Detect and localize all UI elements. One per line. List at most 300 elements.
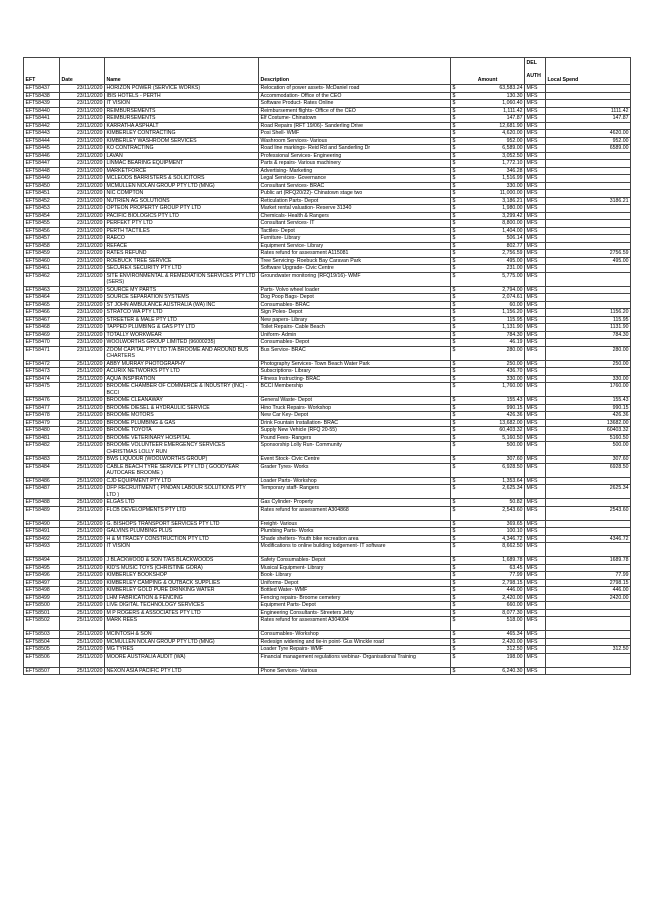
header-amount: Amount [451, 58, 525, 85]
payee-name-cell: BWS LIQUOUR (WOOLWORTHS GROUP) [105, 456, 259, 464]
del-auth-cell: MFS [525, 368, 546, 376]
date-cell: 25/11/2020 [60, 646, 105, 654]
currency-symbol-cell: $ [451, 653, 461, 667]
description-cell: Fencing repairs- Broome cemetery [259, 594, 451, 602]
payee-name-cell: ZOOM CAPITAL PTY LTD T/A BROOME AND AROUND BUS CHARTERS [105, 346, 259, 360]
payee-name-cell: J BLACKWOOD & SON T/AS BLACKWOODS [105, 557, 259, 565]
del-auth-cell: MFS [525, 250, 546, 258]
date-cell: 23/11/2020 [60, 152, 105, 160]
description-cell: Dog Poop Bags- Depot [259, 294, 451, 302]
header-name: Name [105, 58, 259, 85]
header-auth: AUTH [526, 73, 541, 79]
amount-cell: 330.00 [461, 375, 525, 383]
payee-name-cell: IBIS HOTELS - PERTH [105, 92, 259, 100]
date-cell: 25/11/2020 [60, 383, 105, 397]
eft-cell: EFT58465 [24, 301, 60, 309]
local-spend-cell [546, 301, 631, 309]
header-local-spend: Local Spend [546, 58, 631, 85]
date-cell: 23/11/2020 [60, 235, 105, 243]
payee-name-cell: PERFEKT PTY LTD [105, 220, 259, 228]
local-spend-cell [546, 182, 631, 190]
payee-name-cell: KO CONTRACTING [105, 145, 259, 153]
date-cell: 25/11/2020 [60, 477, 105, 485]
date-cell: 25/11/2020 [60, 375, 105, 383]
del-auth-cell: MFS [525, 579, 546, 587]
payee-name-cell: BROOME TOYOTA [105, 427, 259, 435]
currency-symbol-cell: $ [451, 227, 461, 235]
del-auth-cell: MFS [525, 397, 546, 405]
del-auth-cell: MFS [525, 167, 546, 175]
description-cell: Rates refund for assessment A115081 [259, 250, 451, 258]
del-auth-cell: MFS [525, 638, 546, 646]
description-cell: Accommodation- Office of the CEO [259, 92, 451, 100]
description-cell: Rates refund for assessment A304004 [259, 617, 451, 631]
amount-cell: 2,798.15 [461, 579, 525, 587]
currency-symbol-cell: $ [451, 130, 461, 138]
date-cell: 25/11/2020 [60, 520, 105, 528]
currency-symbol-cell: $ [451, 145, 461, 153]
date-cell: 23/11/2020 [60, 316, 105, 324]
date-cell: 23/11/2020 [60, 212, 105, 220]
date-cell: 25/11/2020 [60, 617, 105, 631]
description-cell: Sponsorship Lolly Run- Community [259, 442, 451, 456]
currency-symbol-cell: $ [451, 404, 461, 412]
amount-cell: 1,111.42 [461, 107, 525, 115]
currency-symbol-cell: $ [451, 360, 461, 368]
payee-name-cell: BROOME DIESEL & HYDRAULIC SERVICE [105, 404, 259, 412]
eft-cell: EFT58441 [24, 115, 60, 123]
amount-cell: 446.00 [461, 587, 525, 595]
local-spend-cell: 500.00 [546, 442, 631, 456]
eft-cell: EFT58453 [24, 205, 60, 213]
payee-name-cell: RATES REFUND [105, 250, 259, 258]
eft-cell: EFT58438 [24, 92, 60, 100]
description-cell: Loader Parts- Workshop [259, 477, 451, 485]
del-auth-cell: MFS [525, 175, 546, 183]
table-row [24, 463, 631, 477]
amount-cell: 50.82 [461, 499, 525, 507]
eft-cell: EFT58469 [24, 331, 60, 339]
amount-cell: 63.45 [461, 564, 525, 572]
local-spend-cell: 2420.00 [546, 594, 631, 602]
description-cell: Toilet Repairs- Cable Beach [259, 324, 451, 332]
date-cell: 23/11/2020 [60, 220, 105, 228]
currency-symbol-cell: $ [451, 463, 461, 477]
currency-symbol-cell: $ [451, 167, 461, 175]
date-cell: 23/11/2020 [60, 257, 105, 265]
payee-name-cell: MCMULLEN NOLAN GROUP PTY LTD (MNG) [105, 638, 259, 646]
local-spend-cell [546, 543, 631, 557]
description-cell: Fitness Instructing- BRAC [259, 375, 451, 383]
description-cell: Photography Services- Town Beach Water Park [259, 360, 451, 368]
eft-cell: EFT58472 [24, 360, 60, 368]
eft-cell: EFT58500 [24, 602, 60, 610]
description-cell: Parts- Volvo wheel loader [259, 286, 451, 294]
table-row [24, 594, 631, 602]
currency-symbol-cell: $ [451, 324, 461, 332]
description-cell: Tactiles- Depot [259, 227, 451, 235]
date-cell: 23/11/2020 [60, 242, 105, 250]
del-auth-cell: MFS [525, 85, 546, 93]
eft-cell: EFT58460 [24, 257, 60, 265]
eft-cell: EFT58446 [24, 152, 60, 160]
currency-symbol-cell: $ [451, 456, 461, 464]
amount-cell: 1,060.40 [461, 100, 525, 108]
table-row [24, 294, 631, 302]
payee-name-cell: PERTH TACTILES [105, 227, 259, 235]
table-row [24, 557, 631, 565]
description-cell: Shade shelters- Youth bike recreation area [259, 535, 451, 543]
header-del: DEL [526, 60, 537, 66]
payee-name-cell: MARK REES [105, 617, 259, 631]
payee-name-cell: REFACE [105, 242, 259, 250]
del-auth-cell: MFS [525, 587, 546, 595]
amount-cell: 77.99 [461, 572, 525, 580]
eft-cell: EFT58473 [24, 368, 60, 376]
payee-name-cell: KIMBERLEY BOOKSHOP [105, 572, 259, 580]
currency-symbol-cell: $ [451, 205, 461, 213]
payee-name-cell: KID'S MUSIC TOYS (CHRISTINE GORA) [105, 564, 259, 572]
currency-symbol-cell: $ [451, 250, 461, 258]
eft-cell: EFT58467 [24, 316, 60, 324]
eft-cell: EFT58490 [24, 520, 60, 528]
local-spend-cell [546, 242, 631, 250]
local-spend-cell [546, 167, 631, 175]
date-cell: 23/11/2020 [60, 286, 105, 294]
amount-cell: 6,240.30 [461, 667, 525, 675]
currency-symbol-cell: $ [451, 85, 461, 93]
date-cell: 23/11/2020 [60, 265, 105, 273]
date-cell: 25/11/2020 [60, 442, 105, 456]
local-spend-cell [546, 205, 631, 213]
eft-cell: EFT58448 [24, 167, 60, 175]
local-spend-cell: 4620.00 [546, 130, 631, 138]
eft-cell: EFT58443 [24, 130, 60, 138]
currency-symbol-cell: $ [451, 506, 461, 520]
currency-symbol-cell: $ [451, 301, 461, 309]
amount-cell: 500.00 [461, 442, 525, 456]
date-cell: 23/11/2020 [60, 205, 105, 213]
currency-symbol-cell: $ [451, 434, 461, 442]
eft-cell: EFT58496 [24, 572, 60, 580]
del-auth-cell: MFS [525, 485, 546, 499]
payee-name-cell: NUTRIEN AG SOLUTIONS [105, 197, 259, 205]
currency-symbol-cell: $ [451, 520, 461, 528]
local-spend-cell [546, 564, 631, 572]
local-spend-cell [546, 339, 631, 347]
eft-cell: EFT58493 [24, 543, 60, 557]
date-cell: 23/11/2020 [60, 324, 105, 332]
currency-symbol-cell: $ [451, 309, 461, 317]
amount-cell: 1,404.00 [461, 227, 525, 235]
description-cell: Loader Tyre Repairs- WMF [259, 646, 451, 654]
table-body [24, 85, 631, 675]
eft-cell: EFT58447 [24, 160, 60, 168]
amount-cell: 2,074.61 [461, 294, 525, 302]
description-cell: Consumables- Depot [259, 339, 451, 347]
description-cell: Consumables- Workshop [259, 631, 451, 639]
currency-symbol-cell: $ [451, 122, 461, 130]
description-cell: Grader Tyres- Works [259, 463, 451, 477]
del-auth-cell: MFS [525, 107, 546, 115]
table-row [24, 397, 631, 405]
description-cell: Hino Truck Repairs- Workshop [259, 404, 451, 412]
del-auth-cell: MFS [525, 477, 546, 485]
description-cell: Reticulation Parts- Depot [259, 197, 451, 205]
table-row [24, 564, 631, 572]
description-cell: Financial management regulations webinar- Organisational Training [259, 653, 451, 667]
payee-name-cell: KIMBERLEY WASHROOM SERVICES [105, 137, 259, 145]
del-auth-cell: MFS [525, 152, 546, 160]
date-cell: 23/11/2020 [60, 309, 105, 317]
eft-cell: EFT58459 [24, 250, 60, 258]
payee-name-cell: LIVE DIGITAL TECHNOLOGY SERVICES [105, 602, 259, 610]
eft-cell: EFT58505 [24, 646, 60, 654]
table-row [24, 631, 631, 639]
del-auth-cell: MFS [525, 190, 546, 198]
description-cell: Engineering Consultants- Streeters Jetty [259, 609, 451, 617]
eft-cell: EFT58486 [24, 477, 60, 485]
amount-cell: 60,403.32 [461, 427, 525, 435]
description-cell: Freight- Various [259, 520, 451, 528]
description-cell: Redesign widening and tie-in point- Gus Winckle road [259, 638, 451, 646]
currency-symbol-cell: $ [451, 594, 461, 602]
date-cell: 23/11/2020 [60, 100, 105, 108]
currency-symbol-cell: $ [451, 638, 461, 646]
del-auth-cell: MFS [525, 324, 546, 332]
amount-cell: 1,980.00 [461, 205, 525, 213]
del-auth-cell: MFS [525, 594, 546, 602]
payee-name-cell: MCLEODS BARRISTERS & SOLICITORS [105, 175, 259, 183]
payee-name-cell: WOOLWORTHS GROUP LIMITED (96000235) [105, 339, 259, 347]
payee-name-cell: GALVINS PLUMBING PLUS [105, 528, 259, 536]
table-row [24, 485, 631, 499]
eft-cell: EFT58456 [24, 227, 60, 235]
date-cell: 23/11/2020 [60, 167, 105, 175]
date-cell: 23/11/2020 [60, 272, 105, 286]
currency-symbol-cell: $ [451, 667, 461, 675]
eft-cell: EFT58488 [24, 499, 60, 507]
eft-cell: EFT58455 [24, 220, 60, 228]
amount-cell: 1,772.10 [461, 160, 525, 168]
local-spend-cell [546, 220, 631, 228]
payee-name-cell: LAVAN [105, 152, 259, 160]
amount-cell: 250.00 [461, 360, 525, 368]
currency-symbol-cell: $ [451, 485, 461, 499]
del-auth-cell: MFS [525, 667, 546, 675]
currency-symbol-cell: $ [451, 646, 461, 654]
table-row [24, 122, 631, 130]
table-row [24, 316, 631, 324]
date-cell: 25/11/2020 [60, 564, 105, 572]
local-spend-cell [546, 160, 631, 168]
eft-cell: EFT58499 [24, 594, 60, 602]
description-cell: Uniforms- Depot [259, 579, 451, 587]
amount-cell: 330.00 [461, 182, 525, 190]
amount-cell: 280.00 [461, 346, 525, 360]
table-row [24, 205, 631, 213]
currency-symbol-cell: $ [451, 265, 461, 273]
currency-symbol-cell: $ [451, 316, 461, 324]
del-auth-cell: MFS [525, 375, 546, 383]
eft-cell: EFT58503 [24, 631, 60, 639]
date-cell: 23/11/2020 [60, 301, 105, 309]
table-row [24, 227, 631, 235]
eft-cell: EFT58483 [24, 456, 60, 464]
description-cell: New papers- Library [259, 316, 451, 324]
date-cell: 23/11/2020 [60, 190, 105, 198]
del-auth-cell: MFS [525, 294, 546, 302]
del-auth-cell: MFS [525, 383, 546, 397]
description-cell: Pound Fees- Rangers [259, 434, 451, 442]
currency-symbol-cell: $ [451, 535, 461, 543]
description-cell: Supply New Vehicle (RFQ 20-55) [259, 427, 451, 435]
date-cell: 25/11/2020 [60, 638, 105, 646]
currency-symbol-cell: $ [451, 339, 461, 347]
currency-symbol-cell: $ [451, 602, 461, 610]
payee-name-cell: NEXON ASIA PACIFIC PTY LTD [105, 667, 259, 675]
del-auth-cell: MFS [525, 316, 546, 324]
local-spend-cell [546, 190, 631, 198]
date-cell: 23/11/2020 [60, 331, 105, 339]
date-cell: 25/11/2020 [60, 594, 105, 602]
local-spend-cell: 784.30 [546, 331, 631, 339]
payee-name-cell: FLCB DEVELOPMENTS PTY LTD [105, 506, 259, 520]
date-cell: 25/11/2020 [60, 412, 105, 420]
amount-cell: 60.00 [461, 301, 525, 309]
header-del-auth [525, 58, 546, 85]
del-auth-cell: MFS [525, 130, 546, 138]
del-auth-cell: MFS [525, 272, 546, 286]
amount-cell: 2,794.00 [461, 286, 525, 294]
eft-cell: EFT58470 [24, 339, 60, 347]
amount-cell: 2,756.59 [461, 250, 525, 258]
payee-name-cell: REIMBURSEMENTS [105, 107, 259, 115]
currency-symbol-cell: $ [451, 286, 461, 294]
currency-symbol-cell: $ [451, 477, 461, 485]
payee-name-cell: BROOME CLEANAWAY [105, 397, 259, 405]
table-row [24, 145, 631, 153]
amount-cell: 660.00 [461, 602, 525, 610]
local-spend-cell: 426.36 [546, 412, 631, 420]
eft-cell: EFT58437 [24, 85, 60, 93]
eft-cell: EFT58475 [24, 383, 60, 397]
amount-cell: 12,681.90 [461, 122, 525, 130]
del-auth-cell: MFS [525, 419, 546, 427]
table-row [24, 506, 631, 520]
description-cell: BCCI Membership [259, 383, 451, 397]
currency-symbol-cell: $ [451, 212, 461, 220]
header-eft: EFT [24, 58, 60, 85]
currency-symbol-cell: $ [451, 564, 461, 572]
date-cell: 25/11/2020 [60, 602, 105, 610]
currency-symbol-cell: $ [451, 331, 461, 339]
eft-cell: EFT58491 [24, 528, 60, 536]
del-auth-cell: MFS [525, 265, 546, 273]
table-row [24, 427, 631, 435]
description-cell: Legal Services- Governance [259, 175, 451, 183]
amount-cell: 784.30 [461, 331, 525, 339]
amount-cell: 426.36 [461, 412, 525, 420]
local-spend-cell [546, 617, 631, 631]
table-row [24, 579, 631, 587]
currency-symbol-cell: $ [451, 152, 461, 160]
table-row [24, 520, 631, 528]
payee-name-cell: H & M TRACEY CONSTRUCTION PTY LTD [105, 535, 259, 543]
currency-symbol-cell: $ [451, 397, 461, 405]
eft-cell: EFT58454 [24, 212, 60, 220]
table-row [24, 638, 631, 646]
local-spend-cell: 2625.34 [546, 485, 631, 499]
del-auth-cell: MFS [525, 339, 546, 347]
description-cell: Subscriptions- Library [259, 368, 451, 376]
payee-name-cell: HORIZON POWER (SERVICE WORKS) [105, 85, 259, 93]
table-row [24, 301, 631, 309]
date-cell: 25/11/2020 [60, 404, 105, 412]
date-cell: 25/11/2020 [60, 543, 105, 557]
payee-name-cell: LHM FABRICATION & FENCING [105, 594, 259, 602]
table-row [24, 212, 631, 220]
del-auth-cell: MFS [525, 331, 546, 339]
local-spend-cell: 952.00 [546, 137, 631, 145]
description-cell: Drink Fountain Installation- BRAC [259, 419, 451, 427]
local-spend-cell: 3186.21 [546, 197, 631, 205]
payee-name-cell: MOORE AUSTRALIA AUDIT (WA) [105, 653, 259, 667]
currency-symbol-cell: $ [451, 375, 461, 383]
currency-symbol-cell: $ [451, 557, 461, 565]
payee-name-cell: MG TYRES [105, 646, 259, 654]
currency-symbol-cell: $ [451, 543, 461, 557]
amount-cell: 1,131.90 [461, 324, 525, 332]
del-auth-cell: MFS [525, 463, 546, 477]
local-spend-cell: 1131.90 [546, 324, 631, 332]
table-row [24, 107, 631, 115]
description-cell: Relocation of power assets- McDaniel road [259, 85, 451, 93]
payee-name-cell: BROOME VOLUNTEER EMERGENCY SERVICES CHRISTMAS LOLLY RUN [105, 442, 259, 456]
del-auth-cell: MFS [525, 360, 546, 368]
table-row [24, 609, 631, 617]
date-cell: 23/11/2020 [60, 182, 105, 190]
amount-cell: 1,689.78 [461, 557, 525, 565]
table-row [24, 220, 631, 228]
date-cell: 23/11/2020 [60, 145, 105, 153]
local-spend-cell [546, 477, 631, 485]
date-cell: 25/11/2020 [60, 368, 105, 376]
table-row [24, 250, 631, 258]
del-auth-cell: MFS [525, 535, 546, 543]
description-cell: Road Repairs (RFT 19/06)- Sanderling Drive [259, 122, 451, 130]
local-spend-cell: 6928.50 [546, 463, 631, 477]
del-auth-cell: MFS [525, 92, 546, 100]
description-cell: Equipment Parts- Depot [259, 602, 451, 610]
payee-name-cell: IT VISION [105, 100, 259, 108]
table-row [24, 339, 631, 347]
amount-cell: 465.34 [461, 631, 525, 639]
amount-cell: 155.43 [461, 397, 525, 405]
del-auth-cell: MFS [525, 301, 546, 309]
payee-name-cell: M P ROGERS & ASSOCIATES PTY LTD [105, 609, 259, 617]
date-cell: 25/11/2020 [60, 667, 105, 675]
del-auth-cell: MFS [525, 309, 546, 317]
del-auth-cell: MFS [525, 506, 546, 520]
currency-symbol-cell: $ [451, 115, 461, 123]
eft-cell: EFT58498 [24, 587, 60, 595]
description-cell: Road line markings- Reid Rd and Sanderling Dr [259, 145, 451, 153]
date-cell: 23/11/2020 [60, 122, 105, 130]
description-cell: Sign Poles- Depot [259, 309, 451, 317]
table-row [24, 653, 631, 667]
local-spend-cell: 250.00 [546, 360, 631, 368]
